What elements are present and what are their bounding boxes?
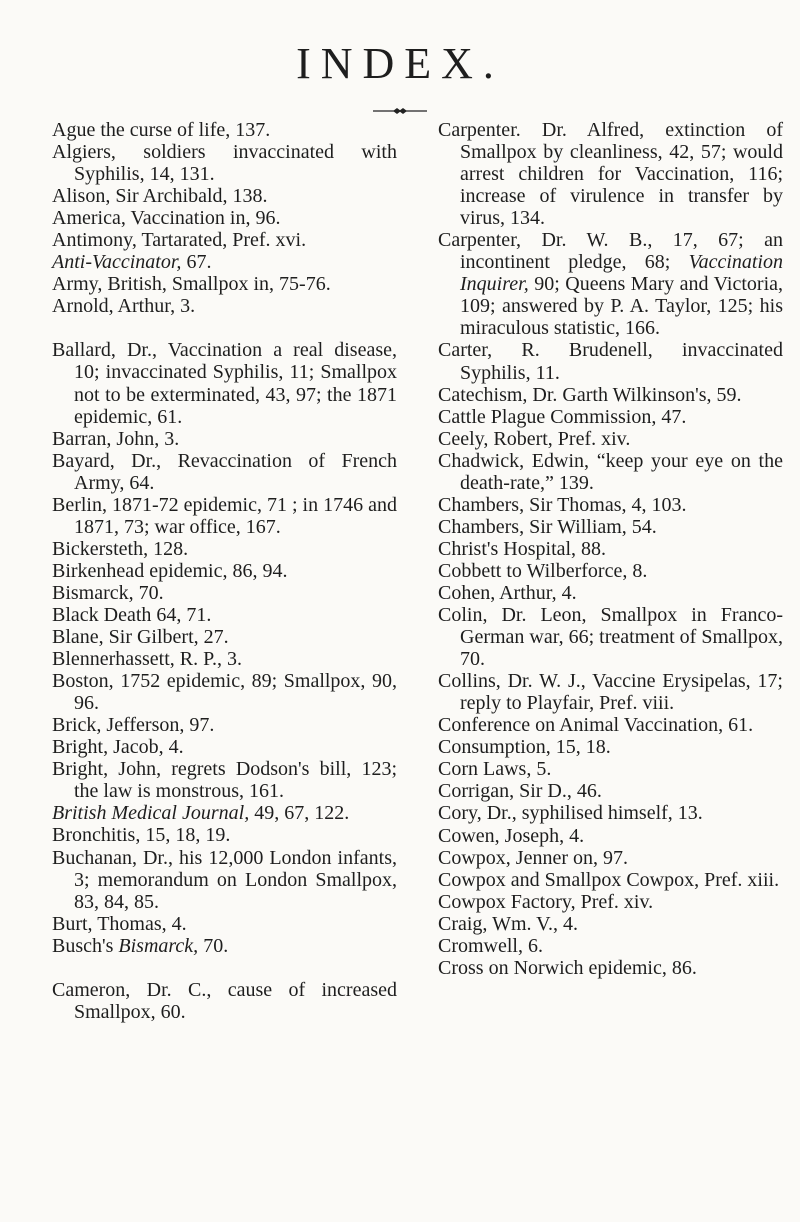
index-entry [52,428,397,450]
index-entry-text: Ballard, Dr., Vaccination a real disease, 10; invaccinated Syphilis, 11; Smallpox not to be exterminated, 43, 97; the 1871 epidemic, 61. [52,339,397,428]
index-entry [52,626,397,648]
index-entry [52,582,397,604]
index-entry-text: Cameron, Dr. C., cause of increased Smallpox, 60. [52,978,397,1023]
index-entry [52,339,397,427]
index-entry-text: Bayard, Dr., Revaccination of French Army, 64. [52,449,397,494]
index-entry-text: Brick, Jefferson, 97. [52,714,215,737]
index-entry [52,119,397,141]
index-entry-text: Algiers, soldiers invaccinated with Syphilis, 14, 131. [52,141,397,186]
index-entry [438,869,783,891]
index-entry-text: Christ's Hospital, 88. [438,537,607,560]
index-entry-text: Boston, 1752 epidemic, 89; Smallpox, 90, 96. [52,670,397,715]
index-column-right [438,119,783,979]
index-entry-text: Carpenter, Dr. W. B., 17, 67; an incontinent pledge, 68; [438,229,783,274]
index-entry-text: Catechism, Dr. Garth Wilkinson's, 59. [438,383,742,406]
index-entry [438,825,783,847]
index-entry-text: Bright, John, regrets Dodson's bill, 123; the law is monstrous, 161. [52,758,397,803]
index-entry-italic-text: Bismarck, [118,934,199,957]
index-entry [52,141,397,185]
index-entry-text: Birkenhead epidemic, 86, 94. [52,559,288,582]
index-entry [438,736,783,758]
index-entry [438,560,783,582]
index-entry-text: Craig, Wm. V., 4. [438,912,579,935]
index-entry [52,273,397,295]
index-entry-text: Corn Laws, 5. [438,758,552,781]
index-entry-text: Collins, Dr. W. J., Vaccine Erysipelas, 17; reply to Playfair, Pref. viii. [438,670,783,715]
index-entry [52,207,397,229]
index-entry-text: Cobbett to Wilberforce, 8. [438,559,648,582]
index-entry-text: Bismarck, 70. [52,581,164,604]
index-entry [52,802,397,824]
index-entry-italic-text: Anti-Vaccinator, [52,251,182,274]
index-entry-text: Buchanan, Dr., his 12,000 London infants, 3; memorandum on London Smallpox, 83, 84, 85. [52,846,397,913]
index-entry-text: Burt, Thomas, 4. [52,912,187,935]
index-entry [52,251,397,273]
index-entry [438,802,783,824]
index-entry [438,758,783,780]
index-entry [438,229,783,339]
index-entry [438,119,783,229]
index-entry-text: Colin, Dr. Leon, Smallpox in Franco-German war, 66; treatment of Smallpox, 70. [438,604,783,671]
index-entry [438,670,783,714]
index-entry-text: Cowpox and Smallpox Cowpox, Pref. xiii. [438,868,780,891]
index-entry-text: Bright, Jacob, 4. [52,736,184,759]
index-entry [438,957,783,979]
index-entry-text: Carpenter. Dr. Alfred, extinction of Smallpox by cleanliness, 42, 57; would arrest children for Vaccination, 116; increase of virulence in transfer by virus, 134. [438,119,783,230]
index-entry-text: Antimony, Tartarated, Pref. xvi. [52,229,307,252]
index-entry [438,935,783,957]
index-entry [438,780,783,802]
index-entry [438,538,783,560]
index-entry-text: Cromwell, 6. [438,934,543,957]
index-entry-text: Arnold, Arthur, 3. [52,295,196,318]
index-entry [438,582,783,604]
index-entry [52,758,397,802]
index-entry [52,714,397,736]
index-entry-text: Cory, Dr., syphilised himself, 13. [438,802,703,825]
index-entry-text: Alison, Sir Archibald, 138. [52,185,268,208]
index-entry [52,560,397,582]
index-entry [438,450,783,494]
index-entry [438,913,783,935]
index-entry-text: Cowpox Factory, Pref. xiv. [438,890,654,913]
index-entry [438,891,783,913]
index-entry [52,979,397,1023]
index-entry-text: Army, British, Smallpox in, 75-76. [52,273,331,296]
index-entry [52,450,397,494]
index-entry-text: 70. [198,934,229,957]
index-entry-text: Cross on Norwich epidemic, 86. [438,956,697,979]
index-entry [52,229,397,251]
index-entry [52,913,397,935]
ornament-divider [373,106,427,116]
index-entry-text: Conference on Animal Vaccination, 61. [438,714,754,737]
index-entry-text: Black Death 64, 71. [52,603,212,626]
index-entry-text: Corrigan, Sir D., 46. [438,780,602,803]
index-entry-text: Cattle Plague Commission, 47. [438,405,687,428]
index-entry [438,339,783,383]
index-entry [438,516,783,538]
index-entry [438,406,783,428]
index-entry-text: Bronchitis, 15, 18, 19. [52,824,231,847]
index-entry [52,736,397,758]
index-entry [438,714,783,736]
index-entry-text: Blennerhassett, R. P., 3. [52,648,242,671]
index-entry-text: Berlin, 1871-72 epidemic, 71 ; in 1746 and 1871, 73; war office, 167. [52,493,397,538]
index-entry [52,824,397,846]
index-entry [52,935,397,957]
index-entry-text: Cohen, Arthur, 4. [438,581,577,604]
index-entry-text: Ceely, Robert, Pref. xiv. [438,427,631,450]
index-entry [52,185,397,207]
index-entry-text: 67. [181,251,212,274]
index-column-left [52,119,397,1023]
index-entry-text: Barran, John, 3. [52,427,180,450]
index-entry-italic-text: Vaccination Inquirer, [460,251,783,296]
index-entry [52,648,397,670]
index-entry [52,538,397,560]
index-entry [438,604,783,670]
index-entry [438,494,783,516]
index-entry [438,384,783,406]
index-entry-text: Chadwick, Edwin, “keep your eye on the death-rate,” 139. [438,449,783,494]
index-entry-text: 90; Queens Mary and Victoria, 109; answered by P. A. Taylor, 125; his miraculous statistic, 166. [460,273,783,340]
index-entry-text: Ague the curse of life, 137. [52,119,271,141]
index-entry [438,847,783,869]
index-entry-text: Consumption, 15, 18. [438,736,611,759]
index-entry-text: Chambers, Sir William, 54. [438,515,657,538]
index-entry-text: 49, 67, 122. [249,802,350,825]
index-entry-text: Carter, R. Brudenell, invaccinated Syphilis, 11. [438,339,783,384]
index-entry-text: Cowpox, Jenner on, 97. [438,846,628,869]
index-entry-italic-text: British Medical Journal, [52,802,250,825]
index-entry [52,295,397,317]
index-entry [52,847,397,913]
index-entry [52,604,397,626]
index-entry-text: America, Vaccination in, 96. [52,207,281,230]
index-entry-text: Chambers, Sir Thomas, 4, 103. [438,493,687,516]
index-entry [438,428,783,450]
index-entry-text: Bickersteth, 128. [52,537,189,560]
page-title: INDEX. [296,39,504,88]
index-entry-text: Blane, Sir Gilbert, 27. [52,626,229,649]
index-entry-text: Busch's [52,934,119,957]
index-entry [52,670,397,714]
index-entry [52,494,397,538]
index-entry-text: Cowen, Joseph, 4. [438,824,585,847]
